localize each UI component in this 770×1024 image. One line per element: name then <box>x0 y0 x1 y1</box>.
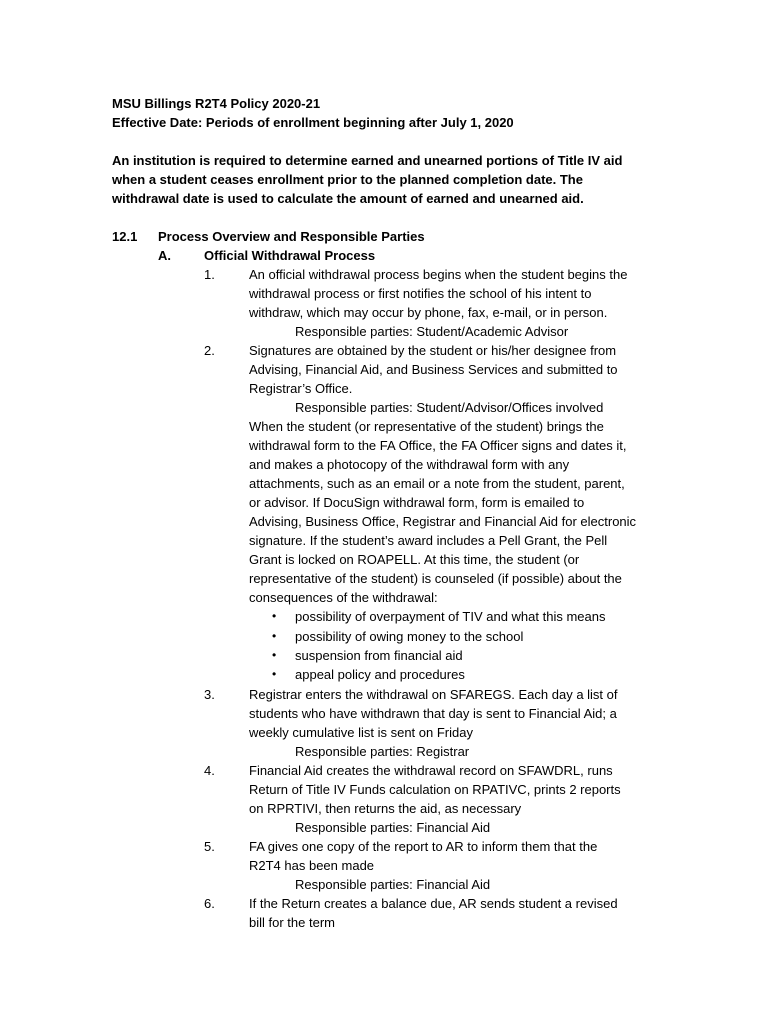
item-number: 3. <box>204 687 215 702</box>
item-line: students who have withdrawn that day is sent to Financial Aid; a <box>249 706 617 721</box>
item-line: on RPRTIVI, then returns the aid, as necessary <box>249 801 522 816</box>
bullet-icon: • <box>272 609 277 623</box>
item-line: bill for the term <box>249 915 335 930</box>
item-line: or advisor. If DocuSign withdrawal form, form is emailed to <box>249 495 585 510</box>
item-line: withdraw, which may occur by phone, fax, e-mail, or in person. <box>249 305 608 320</box>
responsible-parties: Responsible parties: Student/Academic Advisor <box>295 324 569 339</box>
item-line: signature. If the student’s award includes a Pell Grant, the Pell <box>249 533 608 548</box>
intro-line: when a student ceases enrollment prior to the planned completion date. The <box>112 172 583 187</box>
item-line: weekly cumulative list is sent on Friday <box>249 725 473 740</box>
item-line: consequences of the withdrawal: <box>249 590 438 605</box>
section-number: 12.1 <box>112 229 138 244</box>
item-line: attachments, such as an email or a note from the student, parent, <box>249 476 625 491</box>
item-line: Registrar enters the withdrawal on SFAREGS. Each day a list of <box>249 687 618 702</box>
bullet-item: suspension from financial aid <box>295 648 463 663</box>
item-line: When the student (or representative of the student) brings the <box>249 419 604 434</box>
item-line: If the Return creates a balance due, AR sends student a revised <box>249 896 618 911</box>
responsible-parties: Responsible parties: Student/Advisor/Offices involved <box>295 400 604 415</box>
bullet-item: appeal policy and procedures <box>295 667 465 682</box>
item-line: Signatures are obtained by the student or his/her designee from <box>249 343 617 358</box>
subsection-letter: A. <box>158 248 171 263</box>
bullet-item: possibility of overpayment of TIV and what this means <box>295 609 606 624</box>
item-line: Return of Title IV Funds calculation on RPATIVC, prints 2 reports <box>249 782 621 797</box>
item-number: 1. <box>204 267 215 282</box>
item-line: and makes a photocopy of the withdrawal form with any <box>249 457 570 472</box>
item-line: FA gives one copy of the report to AR to inform them that the <box>249 839 598 854</box>
bullet-icon: • <box>272 629 277 643</box>
intro-line: withdrawal date is used to calculate the amount of earned and unearned aid. <box>112 191 584 206</box>
item-line: Registrar’s Office. <box>249 381 353 396</box>
item-number: 2. <box>204 343 215 358</box>
item-line: Advising, Financial Aid, and Business Services and submitted to <box>249 362 618 377</box>
item-line: Advising, Business Office, Registrar and Financial Aid for electronic <box>249 514 637 529</box>
bullet-icon: • <box>272 667 277 681</box>
item-line: R2T4 has been made <box>249 858 375 873</box>
item-line: withdrawal form to the FA Office, the FA Officer signs and dates it, <box>249 438 627 453</box>
item-number: 6. <box>204 896 215 911</box>
responsible-parties: Responsible parties: Registrar <box>295 744 470 759</box>
item-line: An official withdrawal process begins when the student begins the <box>249 267 628 282</box>
subsection-title: Official Withdrawal Process <box>204 248 376 263</box>
item-line: Financial Aid creates the withdrawal record on SFAWDRL, runs <box>249 763 613 778</box>
responsible-parties: Responsible parties: Financial Aid <box>295 820 491 835</box>
section-title: Process Overview and Responsible Parties <box>158 229 425 244</box>
item-line: representative of the student) is counseled (if possible) about the <box>249 571 622 586</box>
intro-line: An institution is required to determine earned and unearned portions of Title IV aid <box>112 153 623 168</box>
item-line: Grant is locked on ROAPELL. At this time, the student (or <box>249 552 580 567</box>
effective-date: Effective Date: Periods of enrollment beginning after July 1, 2020 <box>112 115 514 130</box>
item-number: 4. <box>204 763 215 778</box>
item-line: withdrawal process or first notifies the school of his intent to <box>249 286 592 301</box>
policy-title: MSU Billings R2T4 Policy 2020-21 <box>112 96 321 111</box>
bullet-icon: • <box>272 648 277 662</box>
responsible-parties: Responsible parties: Financial Aid <box>295 877 491 892</box>
item-number: 5. <box>204 839 215 854</box>
bullet-item: possibility of owing money to the school <box>295 629 524 644</box>
